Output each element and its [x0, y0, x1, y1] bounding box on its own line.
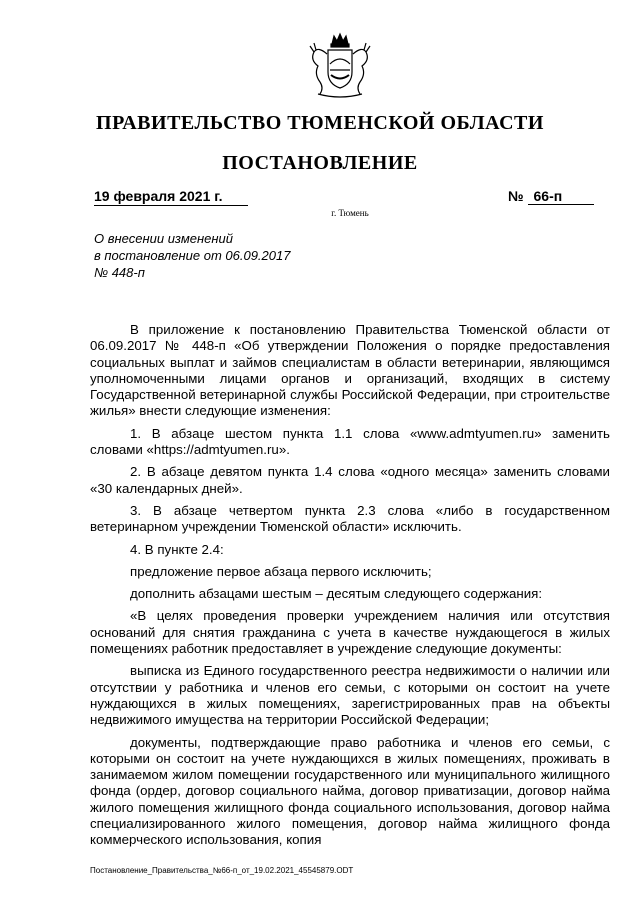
- body-paragraph: В приложение к постановлению Правительства Тюменской области от 06.09.2017 № 448-п «Об утверждении Положения о порядке предоставления социальных выплат и займов специалистам в области ветеринарии, являющимся уполномоченными лицами органов и организаций, входящих в систему Государственной ветеринарной службы Российской Федерации, при строительстве жилья» внести следующие изменения:: [90, 322, 610, 419]
- body-paragraph: документы, подтверждающие право работника и членов его семьи, с которыми он состоит на учете нуждающихся в жилых помещениях, проживать в занимаемом жилом помещении государственного или муниципального жилищного фонда (ордер, договор социального найма, договор приватизации, договор найма жилого помещения жилищного фонда социального использования, договор найма специализированного жилого помещения, договор найма жилищного фонда коммерческого использования, копия: [90, 734, 610, 848]
- footer-file-name: Постановление_Правительства_№66-п_от_19.02.2021_45545879.ODT: [90, 866, 354, 875]
- body-paragraph: 2. В абзаце девятом пункта 1.4 слова «одного месяца» заменить словами «30 календарных дней».: [90, 464, 610, 496]
- city-label: г. Тюмень: [331, 208, 369, 218]
- document-subject: [94, 230, 394, 281]
- body-paragraph: 3. В абзаце четвертом пункта 2.3 слова «либо в государственном ветеринарном учреждении Тюменской области» исключить.: [90, 502, 610, 535]
- coat-of-arms-icon: [300, 30, 380, 102]
- body-paragraph: дополнить абзацами шестым – десятым следующего содержания:: [130, 586, 543, 602]
- number-prefix: №: [508, 188, 524, 204]
- body-paragraph: «В целях проведения проверки учреждением наличия или отсутствия оснований для снятия гражданина с учета в качестве нуждающегося в жилых помещениях работник предоставляет в учреждение следующие документы:: [90, 608, 610, 657]
- document-body: [90, 322, 610, 855]
- document-number: [508, 188, 594, 205]
- subject-line: О внесении изменений: [94, 231, 233, 246]
- body-paragraph: 4. В пункте 2.4:: [130, 541, 224, 557]
- body-paragraph: предложение первое абзаца первого исключить;: [130, 563, 432, 579]
- government-title: ПРАВИТЕЛЬСТВО ТЮМЕНСКОЙ ОБЛАСТИ: [96, 112, 544, 134]
- number-value: 66-п: [528, 188, 594, 205]
- subject-line: № 448-п: [94, 265, 145, 280]
- subject-line: в постановление от 06.09.2017: [94, 248, 291, 263]
- body-paragraph: выписка из Единого государственного реестра недвижимости о наличии или отсутствии у работника и членов его семьи, с которыми он состоит на учете нуждающихся в жилых помещениях, зарегистрированных прав на объекты недвижимого имущества на территории Российской Федерации;: [90, 663, 610, 728]
- document-type-title: ПОСТАНОВЛЕНИЕ: [222, 152, 418, 174]
- body-paragraph: 1. В абзаце шестом пункта 1.1 слова «www.admtyumen.ru» заменить словами «https://admtyumen.ru».: [90, 425, 610, 458]
- document-date: 19 февраля 2021 г.: [94, 188, 248, 206]
